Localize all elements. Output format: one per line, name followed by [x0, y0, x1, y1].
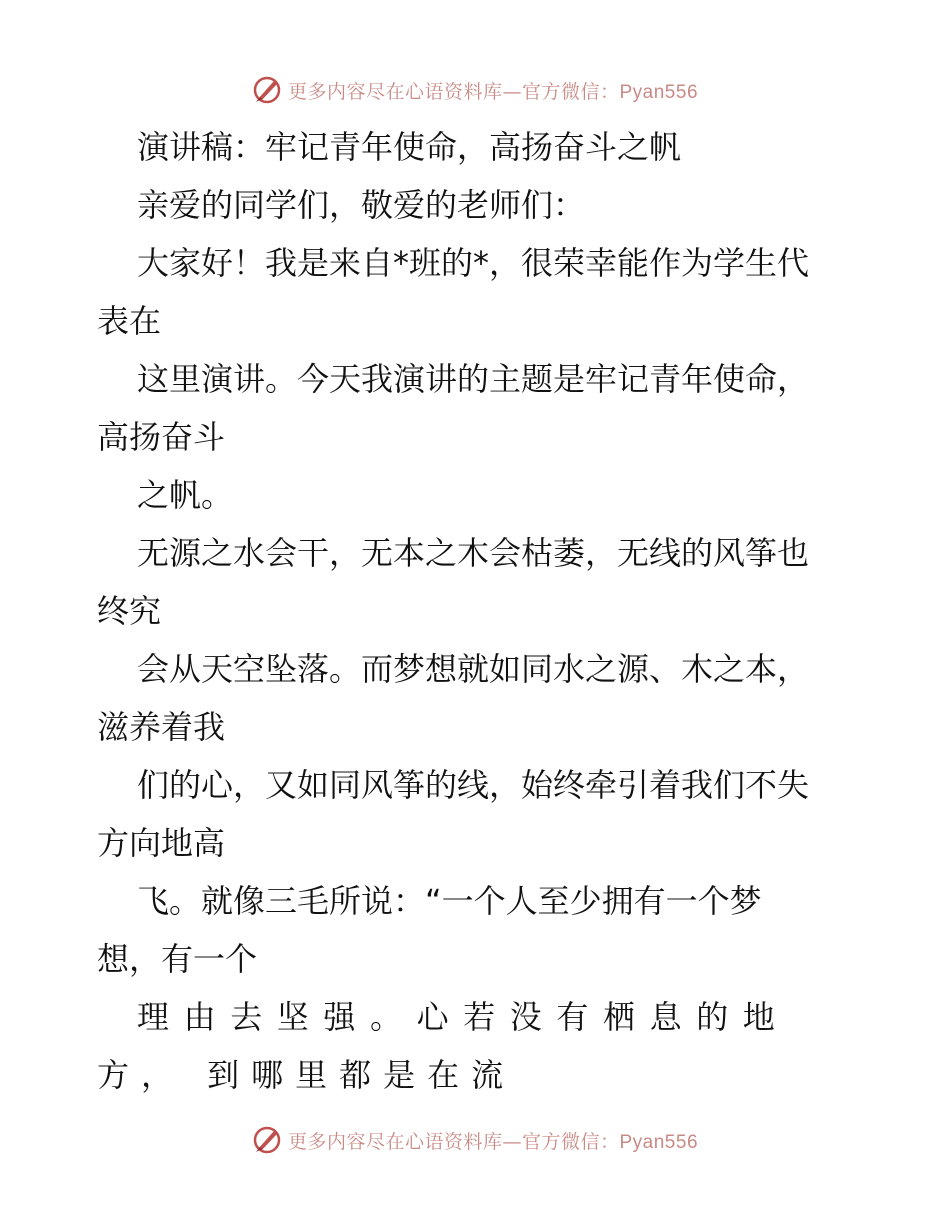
paragraph-line: 理由去坚强。心若没有栖息的地	[137, 998, 790, 1036]
paragraph-line: 方， 到哪里都是在流	[97, 1056, 516, 1094]
document-body	[97, 118, 857, 1104]
paragraph-line: 终究	[97, 592, 162, 630]
paragraph-line: 们的心，又如同风筝的线，始终牵引着我们不失	[137, 766, 810, 804]
watermark-text: 更多内容尽在心语资料库—官方微信：Pyan556	[287, 1130, 699, 1153]
paragraph-line: 高扬奋斗	[97, 418, 226, 456]
paragraph-line: 这里演讲。今天我演讲的主题是牢记青年使命，	[137, 360, 810, 398]
paragraph-line: 飞。就像三毛所说：“一个人至少拥有一个梦	[137, 882, 762, 920]
paragraph-line: 无源之水会干，无本之木会枯萎，无线的风筝也	[137, 534, 810, 572]
paragraph-line: 表在	[97, 302, 162, 340]
paragraph-line: 想，有一个	[97, 940, 258, 978]
salutation: 亲爱的同学们，敬爱的老师们：	[137, 186, 586, 224]
quill-pen-logo-icon	[252, 1125, 282, 1155]
paragraph-line: 会从天空坠落。而梦想就如同水之源、木之本，	[137, 650, 810, 688]
doc-title: 演讲稿：牢记青年使命，高扬奋斗之帆	[137, 128, 682, 166]
paragraph-line: 大家好！我是来自*班的*，很荣幸能作为学生代	[137, 244, 810, 282]
wechat-id: Pyan556	[619, 1131, 699, 1153]
paragraph-line: 之帆。	[137, 476, 234, 514]
quill-pen-logo-icon	[252, 75, 282, 105]
paragraph-line: 滋养着我	[97, 708, 226, 746]
wechat-id: Pyan556	[619, 81, 699, 103]
header-watermark	[0, 70, 950, 110]
footer-watermark	[0, 1120, 950, 1160]
watermark-text: 更多内容尽在心语资料库—官方微信：Pyan556	[287, 80, 699, 103]
paragraph-line: 方向地高	[97, 824, 226, 862]
